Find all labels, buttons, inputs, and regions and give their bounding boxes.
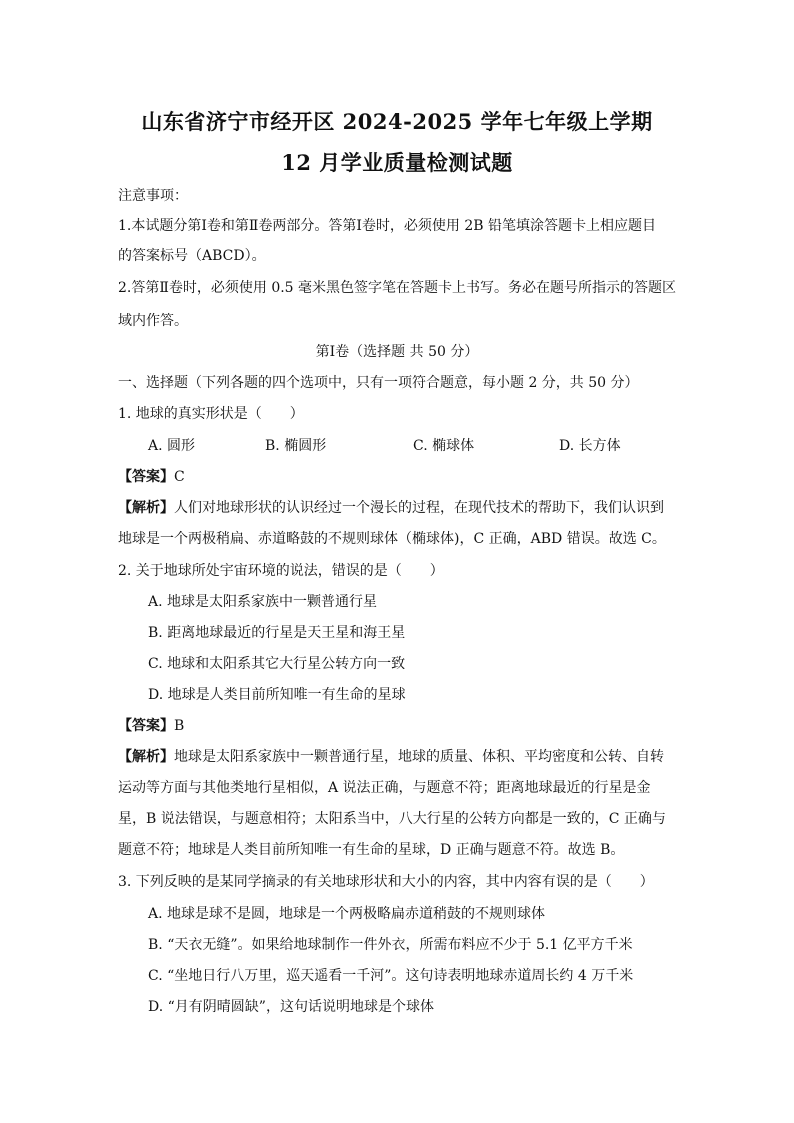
analysis-label: 【解析】 [118, 749, 174, 765]
q1-option-d: D. 长方体 [559, 438, 621, 454]
notes-item2-line2: 域内作答。 [118, 313, 188, 329]
answer-value: C [174, 469, 185, 485]
notes-item2-line1: 2.答第Ⅱ卷时，必须使用 0.5 毫米黑色签字笔在答题卡上书写。务必在题号所指示的答题区 [118, 280, 677, 296]
q1-stem: 1. 地球的真实形状是（ ） [118, 406, 304, 422]
answer-label: 【答案】 [118, 718, 174, 734]
section-title: 第Ⅰ卷（选择题 共 50 分） [315, 344, 479, 360]
notes-item1-line1: 1.本试题分第Ⅰ卷和第Ⅱ卷两部分。答第Ⅰ卷时，必须使用 2B 铅笔填涂答题卡上相应题目 [118, 218, 657, 234]
q2-analysis-line4: 题意不符；地球是人类目前所知唯一有生命的星球，D 正确与题意不符。故选 B。 [118, 842, 625, 858]
analysis-text: 人们对地球形状的认识经过一个漫长的过程，在现代技术的帮助下，我们认识到 [174, 500, 664, 516]
q2-stem: 2. 关于地球所处宇宙环境的说法，错误的是（ ） [118, 563, 444, 579]
q2-option-c: C. 地球和太阳系其它大行星公转方向一致 [148, 656, 406, 672]
answer-label: 【答案】 [118, 469, 174, 485]
q2-option-a: A. 地球是太阳系家族中一颗普通行星 [148, 594, 378, 610]
q1-option-a: A. 圆形 [148, 438, 196, 454]
q3-option-d: D. “月有阴晴圆缺”，这句话说明地球是个球体 [148, 999, 434, 1015]
q1-option-c: C. 椭球体 [413, 438, 475, 454]
section-instruction: 一、选择题（下列各题的四个选项中，只有一项符合题意，每小题 2 分，共 50 分） [118, 375, 639, 391]
q1-answer [118, 468, 185, 486]
q2-analysis-line2: 运动等方面与其他类地行星相似，A 说法正确，与题意不符；距离地球最近的行星是金 [118, 780, 651, 796]
notes-heading: 注意事项： [118, 188, 188, 204]
notes-item1-line2: 的答案标号（ABCD）。 [118, 248, 266, 264]
answer-value: B [174, 718, 185, 734]
document-title-line2: 12 月学业质量检测试题 [281, 150, 513, 175]
q3-stem: 3. 下列反映的是某同学摘录的有关地球形状和大小的内容，其中内容有误的是（ ） [118, 874, 654, 890]
q2-analysis-line1 [118, 748, 664, 766]
q2-option-d: D. 地球是人类目前所知唯一有生命的星球 [148, 687, 406, 703]
q3-option-b: B. “天衣无缝”。如果给地球制作一件外衣，所需布料应不少于 5.1 亿平方千米 [148, 937, 633, 953]
q2-analysis-line3: 星，B 说法错误，与题意相符；太阳系当中，八大行星的公转方向都是一致的，C 正确与 [118, 811, 666, 827]
q1-analysis-line2: 地球是一个两极稍扁、赤道略鼓的不规则球体（椭球体)，C 正确，ABD 错误。故选 C。 [118, 531, 666, 547]
q1-analysis-line1 [118, 499, 664, 517]
analysis-text: 地球是太阳系家族中一颗普通行星，地球的质量、体积、平均密度和公转、自转 [174, 749, 664, 765]
analysis-label: 【解析】 [118, 500, 174, 516]
q3-option-a: A. 地球是球不是圆，地球是一个两极略扁赤道稍鼓的不规则球体 [148, 906, 546, 922]
q2-answer [118, 717, 184, 735]
q2-option-b: B. 距离地球最近的行星是天王星和海王星 [148, 625, 406, 641]
q3-option-c: C. “坐地日行八万里，巡天遥看一千河”。这句诗表明地球赤道周长约 4 万千米 [148, 968, 634, 984]
q1-option-b: B. 椭圆形 [265, 438, 327, 454]
document-title-line1: 山东省济宁市经开区 2024-2025 学年七年级上学期 [141, 109, 653, 134]
